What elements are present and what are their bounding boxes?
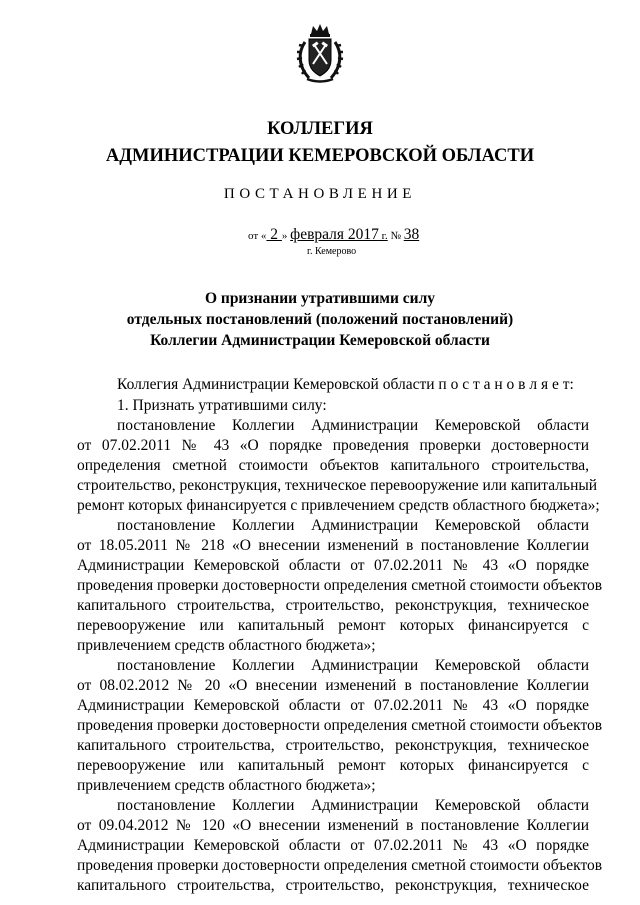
body-line: перевооружение или капитальный ремонт которых финансируется с: [77, 757, 589, 774]
body-line: Коллегия Администрации Кемеровской области п о с т а н о в л я е т:: [117, 376, 574, 393]
body-line: постановление Коллегии Администрации Кемеровской области: [117, 417, 589, 434]
document-title-line2: отдельных постановлений (положений постановлений): [126, 311, 514, 328]
document-date-line: [248, 226, 419, 245]
body-line: постановление Коллегии Администрации Кемеровской области: [117, 797, 589, 814]
body-line: проведения проверки достоверности определения сметной стоимости объектов: [77, 577, 603, 594]
body-line: от 18.05.2011 № 218 «О внесении изменений в постановление Коллегии: [77, 537, 589, 554]
body-line: от 07.02.2011 № 43 «О порядке проведения проверки достоверности: [77, 437, 589, 454]
body-line: перевооружение или капитальный ремонт которых финансируется с: [77, 617, 589, 634]
body-line: от 09.04.2012 № 120 «О внесении изменений в постановление Коллегии: [77, 817, 589, 834]
date-year-suffix: г.: [378, 230, 388, 242]
body-line: строительство, реконструкция, техническое перевооружение или капитальный: [77, 477, 598, 494]
date-month-year: февраля 2017: [290, 226, 379, 243]
document-number: 38: [403, 226, 420, 243]
organization-name-line2: АДМИНИСТРАЦИИ КЕМЕРОВСКОЙ ОБЛАСТИ: [105, 146, 535, 166]
body-line: проведения проверки достоверности определения сметной стоимости объектов: [77, 857, 603, 874]
body-line: капитального строительства, строительство, реконструкция, техническое: [77, 597, 589, 614]
body-line: Администрации Кемеровской области от 07.02.2011 № 43 «О порядке: [77, 697, 589, 714]
number-prefix: №: [387, 230, 404, 242]
date-prefix: от «: [248, 230, 267, 242]
body-line: Администрации Кемеровской области от 07.02.2011 № 43 «О порядке: [77, 837, 589, 854]
document-title-line1: О признании утратившими силу: [204, 290, 436, 307]
body-line: от 08.02.2012 № 20 «О внесении изменений в постановление Коллегии: [77, 677, 589, 694]
body-line: капитального строительства, строительство, реконструкция, техническое: [77, 877, 589, 894]
city-name: г. Кемерово: [307, 246, 357, 257]
body-line: 1. Признать утратившими силу:: [117, 397, 327, 414]
coat-of-arms-emblem: [295, 22, 345, 86]
body-line: привлечением средств областного бюджета»;: [77, 637, 376, 654]
organization-name-line1: КОЛЛЕГИЯ: [267, 119, 373, 139]
body-line: проведения проверки достоверности определения сметной стоимости объектов: [77, 717, 603, 734]
body-line: Администрации Кемеровской области от 07.02.2011 № 43 «О порядке: [77, 557, 589, 574]
body-line: капитального строительства, строительство, реконструкция, техническое: [77, 737, 589, 754]
date-day: 2: [266, 226, 282, 243]
body-line: постановление Коллегии Администрации Кемеровской области: [117, 657, 589, 674]
body-line: ремонт которых финансируется с привлечением средств областного бюджета»;: [77, 497, 600, 514]
body-line: привлечением средств областного бюджета»;: [77, 777, 376, 794]
date-separator: »: [281, 230, 291, 242]
document-type: ПОСТАНОВЛЕНИЕ: [223, 186, 417, 202]
body-line: определения сметной стоимости объектов капитального строительства,: [77, 457, 589, 474]
body-line: постановление Коллегии Администрации Кемеровской области: [117, 517, 589, 534]
document-title-line3: Коллегии Администрации Кемеровской области: [150, 332, 490, 349]
